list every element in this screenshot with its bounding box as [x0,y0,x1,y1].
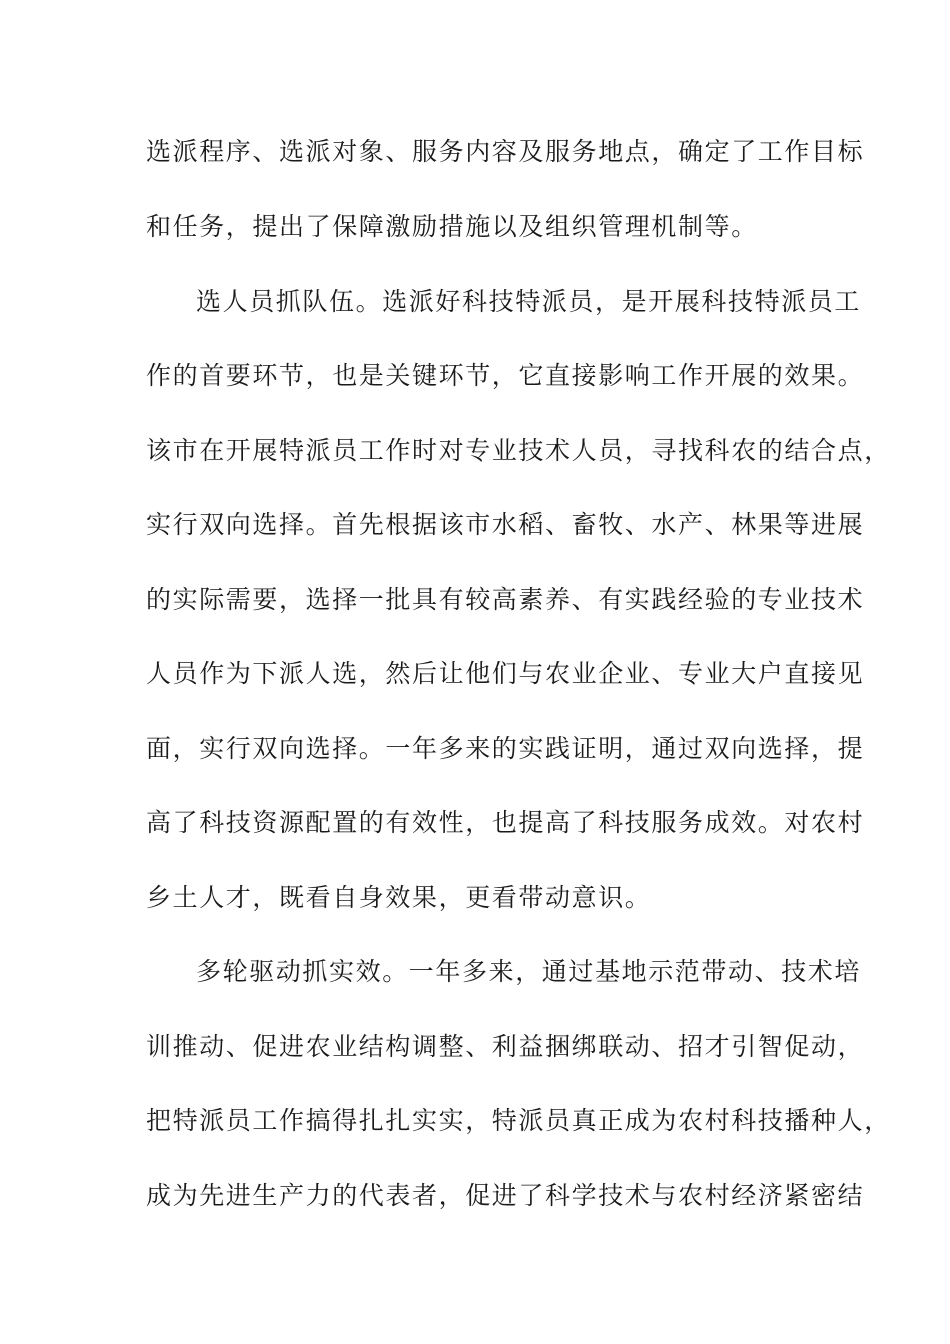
paragraph-start-line: 多轮驱动抓实效。一年多来，通过基地示范带动、技术培 [196,957,862,986]
text-line: 乡土人才，既看自身效果，更看带动意识。 [146,883,652,912]
text-line: 实行双向选择。首先根据该市水稻、畜牧、水产、林果等进展 [146,510,865,539]
paragraph-start-line: 选人员抓队伍。选派好科技特派员，是开展科技特派员工 [196,287,862,316]
text-line: 训推动、促进农业结构调整、利益捆绑联动、招才引智促动， [146,1032,865,1061]
text-line: 面，实行双向选择。一年多来的实践证明，通过双向选择，提 [146,734,865,763]
text-line: 成为先进生产力的代表者，促进了科学技术与农村经济紧密结 [146,1181,865,1210]
text-line: 选派程序、选派对象、服务内容及服务地点，确定了工作目标 [146,137,865,166]
text-line: 的实际需要，选择一批具有较高素养、有实践经验的专业技术 [146,585,865,614]
text-line: 人员作为下派人选，然后让他们与农业企业、专业大户直接见 [146,659,865,688]
text-line: 把特派员工作搞得扎扎实实，特派员真正成为农村科技播种人， [146,1106,891,1135]
text-line: 和任务，提出了保障激励措施以及组织管理机制等。 [146,212,758,241]
text-line: 作的首要环节，也是关键环节，它直接影响工作开展的效果。 [146,361,865,390]
text-line: 该市在开展特派员工作时对专业技术人员，寻找科农的结合点， [146,436,891,465]
text-line: 高了科技资源配置的有效性，也提高了科技服务成效。对农村 [146,808,865,837]
